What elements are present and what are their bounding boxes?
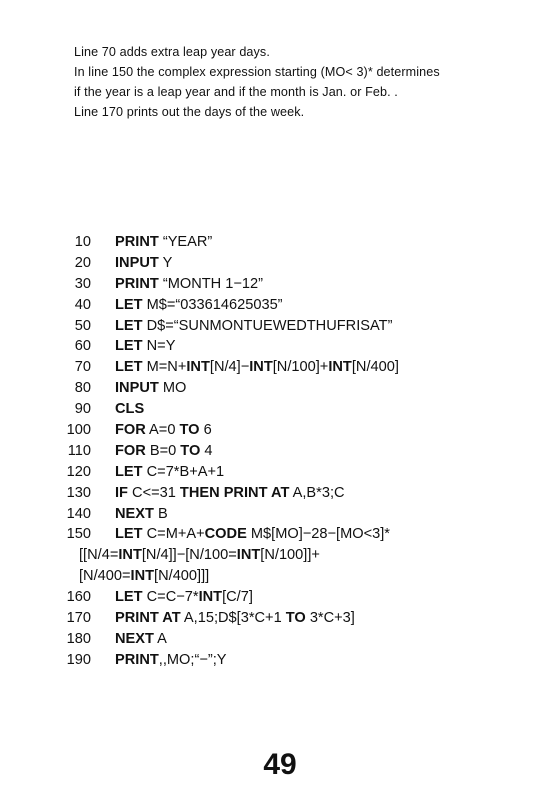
program-line bbox=[0, 295, 540, 316]
keyword: INT bbox=[198, 589, 223, 606]
line-number: 170 bbox=[66, 610, 91, 627]
code-text: ,,MO;“−”;Y bbox=[158, 651, 227, 668]
keyword: LET bbox=[115, 589, 143, 606]
keyword: FOR bbox=[115, 422, 146, 439]
code-text: [N/4]− bbox=[209, 359, 250, 376]
line-number: 190 bbox=[66, 651, 91, 668]
keyword: INPUT bbox=[115, 380, 159, 397]
program-line bbox=[0, 378, 540, 399]
keyword: PRINT bbox=[115, 651, 159, 668]
line-continuation bbox=[79, 566, 209, 587]
keyword: INT bbox=[130, 568, 155, 585]
program-line bbox=[0, 441, 540, 462]
keyword: TO bbox=[180, 442, 201, 459]
code-text: M=N+ bbox=[142, 359, 187, 376]
line-code bbox=[115, 629, 167, 650]
program-line bbox=[0, 629, 540, 650]
keyword: CLS bbox=[115, 401, 145, 418]
keyword: INPUT bbox=[115, 254, 159, 271]
keyword: INT bbox=[249, 359, 273, 376]
code-text: 4 bbox=[200, 442, 213, 459]
line-code bbox=[115, 336, 175, 357]
intro-line: Line 170 prints out the days of the week. bbox=[74, 105, 305, 119]
line-number: 90 bbox=[74, 401, 91, 418]
code-text: M$=“033614625035” bbox=[142, 296, 283, 313]
line-number: 180 bbox=[66, 630, 91, 647]
code-text: A bbox=[153, 630, 167, 647]
line-number: 20 bbox=[74, 254, 91, 271]
code-text: M$[MO]−28−[MO<3]* bbox=[246, 526, 390, 543]
code-text: A,B*3;C bbox=[289, 484, 345, 501]
program-line bbox=[0, 504, 540, 525]
program-line bbox=[0, 336, 540, 357]
code-text: C<=31 bbox=[127, 484, 180, 501]
keyword: NEXT bbox=[115, 630, 154, 647]
keyword: INT bbox=[186, 359, 210, 376]
line-number: 120 bbox=[66, 463, 91, 480]
line-number: 130 bbox=[66, 484, 91, 501]
program-line bbox=[0, 253, 540, 274]
line-number: 60 bbox=[74, 338, 91, 355]
line-code bbox=[115, 357, 399, 378]
line-code bbox=[115, 524, 390, 545]
line-continuation bbox=[79, 545, 320, 566]
program-listing bbox=[0, 232, 540, 671]
line-code bbox=[115, 253, 172, 274]
keyword: TO bbox=[285, 610, 306, 627]
code-text: C=M+A+ bbox=[142, 526, 205, 543]
keyword: LET bbox=[115, 338, 143, 355]
intro-line: if the year is a leap year and if the month is Jan. or Feb. . bbox=[74, 85, 398, 99]
code-text: [N/400] bbox=[351, 359, 399, 376]
keyword: INT bbox=[328, 359, 352, 376]
line-number: 80 bbox=[74, 380, 91, 397]
code-text: “YEAR” bbox=[158, 234, 213, 250]
code-text: C=7*B+A+1 bbox=[142, 463, 225, 480]
keyword: LET bbox=[115, 463, 143, 480]
line-code bbox=[115, 650, 226, 671]
line-code bbox=[115, 420, 212, 441]
code-text: C=C−7* bbox=[142, 589, 199, 606]
intro-text bbox=[74, 42, 544, 122]
keyword: FOR bbox=[115, 442, 146, 459]
keyword: CODE bbox=[204, 526, 247, 543]
line-code bbox=[115, 378, 186, 399]
keyword: IF bbox=[115, 484, 128, 501]
program-line bbox=[0, 524, 540, 545]
keyword: LET bbox=[115, 317, 143, 334]
keyword: PRINT bbox=[115, 234, 159, 250]
line-code bbox=[115, 274, 263, 295]
code-text: D$=“SUNMONTUEWEDTHUFRISAT” bbox=[142, 317, 393, 334]
line-number: 110 bbox=[67, 442, 91, 459]
line-number: 160 bbox=[66, 589, 91, 606]
program-line bbox=[0, 357, 540, 378]
code-text: MO bbox=[158, 380, 187, 397]
line-code bbox=[115, 232, 212, 253]
intro-line: In line 150 the complex expression starting (MO< 3)* determines bbox=[74, 65, 440, 79]
intro-line: Line 70 adds extra leap year days. bbox=[74, 45, 270, 59]
line-number: 50 bbox=[74, 317, 91, 334]
code-text: 3*C+3] bbox=[305, 610, 355, 627]
line-code bbox=[115, 399, 144, 420]
line-number: 70 bbox=[74, 359, 91, 376]
keyword: INT bbox=[118, 547, 142, 564]
code-text: B=0 bbox=[145, 442, 181, 459]
program-line bbox=[0, 316, 540, 337]
line-code bbox=[115, 295, 283, 316]
code-text: A,15;D$[3*C+1 bbox=[180, 610, 286, 627]
line-code bbox=[115, 462, 224, 483]
code-text: [C/7] bbox=[222, 589, 253, 606]
code-text: [N/400]]] bbox=[154, 568, 210, 585]
line-code bbox=[115, 316, 392, 337]
code-text: [[N/4= bbox=[79, 547, 119, 564]
program-line bbox=[0, 608, 540, 629]
line-code bbox=[115, 441, 212, 462]
line-number: 10 bbox=[74, 234, 91, 250]
program-line bbox=[0, 420, 540, 441]
line-number: 150 bbox=[66, 526, 91, 543]
line-code bbox=[115, 608, 355, 629]
keyword: PRINT AT bbox=[115, 610, 181, 627]
code-text: A=0 bbox=[145, 422, 180, 439]
keyword: LET bbox=[115, 296, 143, 313]
code-text: 6 bbox=[199, 422, 212, 439]
program-line bbox=[0, 587, 540, 608]
code-text: Y bbox=[158, 254, 173, 271]
program-line bbox=[0, 566, 540, 587]
program-line bbox=[0, 232, 540, 253]
line-number: 40 bbox=[74, 296, 91, 313]
program-line bbox=[0, 650, 540, 671]
program-line bbox=[0, 462, 540, 483]
page-number: 49 bbox=[263, 748, 297, 781]
keyword: TO bbox=[179, 422, 200, 439]
keyword: LET bbox=[115, 359, 143, 376]
code-text: B bbox=[153, 505, 168, 522]
program-line bbox=[0, 483, 540, 504]
code-text: [N/4]]−[N/100= bbox=[141, 547, 237, 564]
code-text: [N/400= bbox=[79, 568, 131, 585]
code-text: [N/100]+ bbox=[272, 359, 329, 376]
line-number: 30 bbox=[74, 275, 91, 292]
line-number: 140 bbox=[66, 505, 91, 522]
keyword: LET bbox=[115, 526, 143, 543]
line-code bbox=[115, 483, 345, 504]
keyword: INT bbox=[236, 547, 261, 564]
line-code bbox=[115, 504, 168, 525]
line-code bbox=[115, 587, 253, 608]
program-line bbox=[0, 399, 540, 420]
keyword: NEXT bbox=[115, 505, 154, 522]
code-text: [N/100]]+ bbox=[260, 547, 320, 564]
keyword: THEN PRINT AT bbox=[179, 484, 290, 501]
keyword: PRINT bbox=[115, 275, 159, 292]
program-line bbox=[0, 545, 540, 566]
code-text: “MONTH 1−12” bbox=[158, 275, 263, 292]
line-number: 100 bbox=[66, 422, 91, 439]
program-line bbox=[0, 274, 540, 295]
code-text: N=Y bbox=[142, 338, 176, 355]
